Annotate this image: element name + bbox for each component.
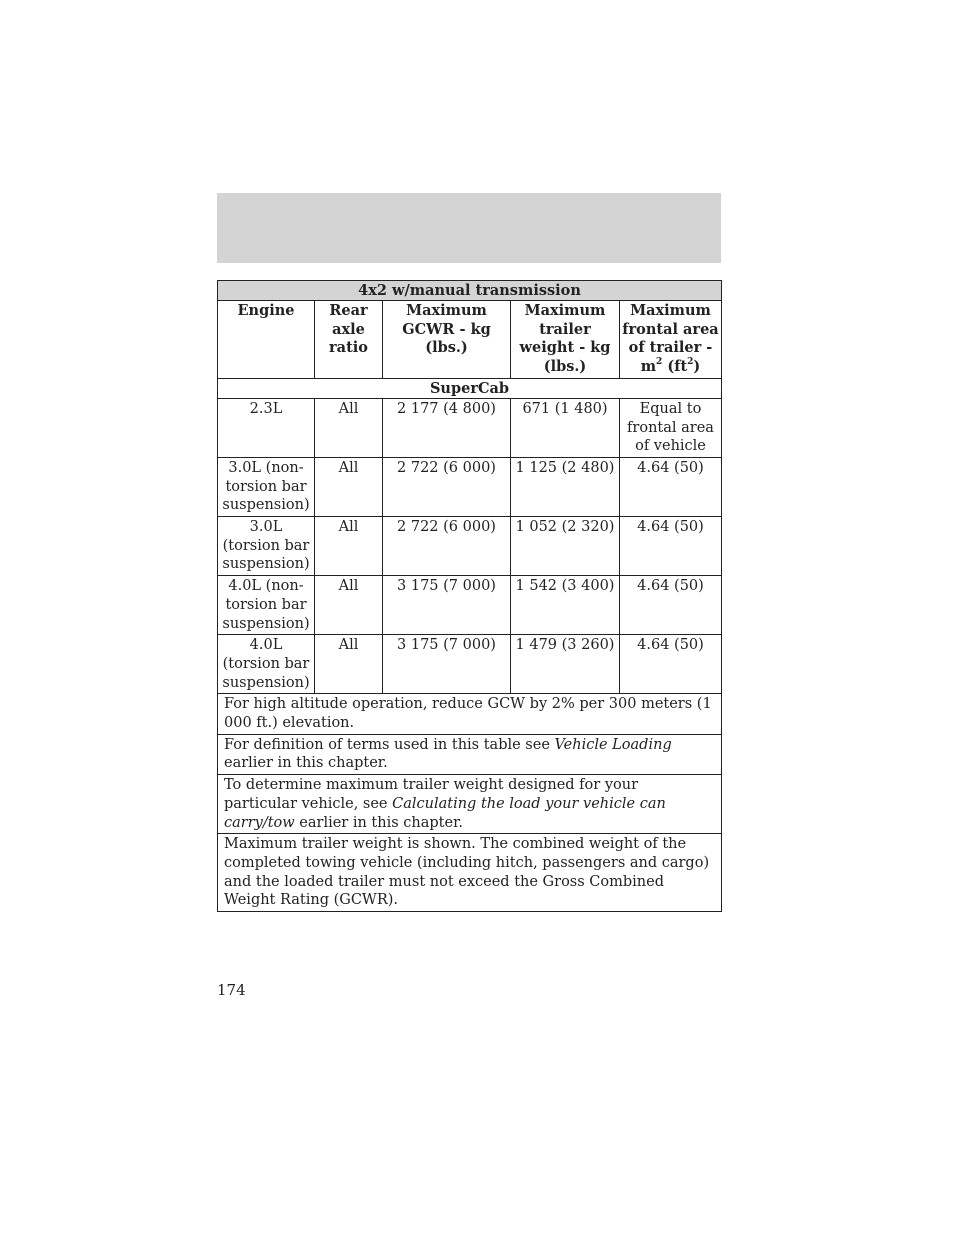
towing-spec-table: [217, 280, 722, 912]
cell-axle: All: [315, 635, 383, 694]
cell-engine: 4.0L (non-torsion bar suspension): [218, 576, 315, 635]
cell-engine: 3.0L (torsion bar suspension): [218, 517, 315, 576]
header-frontal-text: Maximum frontal area of trailer - m: [622, 302, 719, 376]
note-determine-tail: earlier in this chapter.: [294, 814, 464, 831]
header-max-trailer-weight: Maximum trailer weight - kg (lbs.): [511, 301, 620, 379]
header-rear-axle-ratio: Rear axle ratio: [315, 301, 383, 379]
note-gcwr: Maximum trailer weight is shown. The combined weight of the completed towing vehicle (including hitch, passengers and cargo) and the loaded trailer must not exceed the Gross Combined Weight Rating (GCWR).: [218, 834, 722, 912]
cell-frontal: 4.64 (50): [620, 517, 722, 576]
note-determine: [218, 775, 722, 834]
table-title: 4x2 w/manual transmission: [218, 281, 722, 301]
note-row: [218, 734, 722, 774]
note-definition: [218, 734, 722, 774]
cell-gcwr: 3 175 (7 000): [383, 576, 511, 635]
section-row: [218, 378, 722, 398]
note-row: [218, 694, 722, 734]
header-band: [217, 193, 721, 263]
vehicle-loading-reference: Vehicle Loading: [554, 736, 672, 753]
cell-trailer: 1 542 (3 400): [511, 576, 620, 635]
table-header-row: [218, 301, 722, 379]
cell-frontal: 4.64 (50): [620, 635, 722, 694]
cell-engine: 4.0L (torsion bar suspension): [218, 635, 315, 694]
section-label: SuperCab: [218, 378, 722, 398]
cell-gcwr: 2 722 (6 000): [383, 457, 511, 516]
cell-frontal: 4.64 (50): [620, 457, 722, 516]
cell-engine: 3.0L (non-torsion bar suspension): [218, 457, 315, 516]
table-row: [218, 457, 722, 516]
note-row: [218, 834, 722, 912]
note-definition-text: For definition of terms used in this table see: [224, 736, 555, 753]
cell-frontal: Equal to frontal area of vehicle: [620, 398, 722, 457]
header-frontal-sup-2: 2: [687, 357, 694, 368]
table-title-row: [218, 281, 722, 301]
cell-axle: All: [315, 517, 383, 576]
cell-axle: All: [315, 457, 383, 516]
cell-axle: All: [315, 398, 383, 457]
cell-engine: 2.3L: [218, 398, 315, 457]
header-max-frontal-area: [620, 301, 722, 379]
table-row: [218, 635, 722, 694]
cell-trailer: 1 052 (2 320): [511, 517, 620, 576]
calculating-load-reference: Calculating the load your vehicle can carry/tow: [224, 795, 666, 831]
header-engine: Engine: [218, 301, 315, 379]
page-number: 174: [217, 981, 246, 999]
header-max-gcwr: Maximum GCWR - kg (lbs.): [383, 301, 511, 379]
table-row: [218, 398, 722, 457]
cell-gcwr: 2 177 (4 800): [383, 398, 511, 457]
cell-trailer: 671 (1 480): [511, 398, 620, 457]
table-row: [218, 576, 722, 635]
note-row: [218, 775, 722, 834]
header-frontal-mid: (ft: [662, 358, 688, 376]
header-frontal-end: ): [693, 358, 701, 376]
cell-trailer: 1 125 (2 480): [511, 457, 620, 516]
cell-axle: All: [315, 576, 383, 635]
note-altitude: For high altitude operation, reduce GCW by 2% per 300 meters (1 000 ft.) elevation.: [218, 694, 722, 734]
cell-gcwr: 2 722 (6 000): [383, 517, 511, 576]
cell-trailer: 1 479 (3 260): [511, 635, 620, 694]
cell-frontal: 4.64 (50): [620, 576, 722, 635]
header-frontal-sup-1: 2: [656, 357, 663, 368]
note-definition-tail: earlier in this chapter.: [224, 755, 388, 772]
note-determine-text: To determine maximum trailer weight designed for your particular vehicle, see: [224, 777, 639, 812]
table-row: [218, 517, 722, 576]
cell-gcwr: 3 175 (7 000): [383, 635, 511, 694]
